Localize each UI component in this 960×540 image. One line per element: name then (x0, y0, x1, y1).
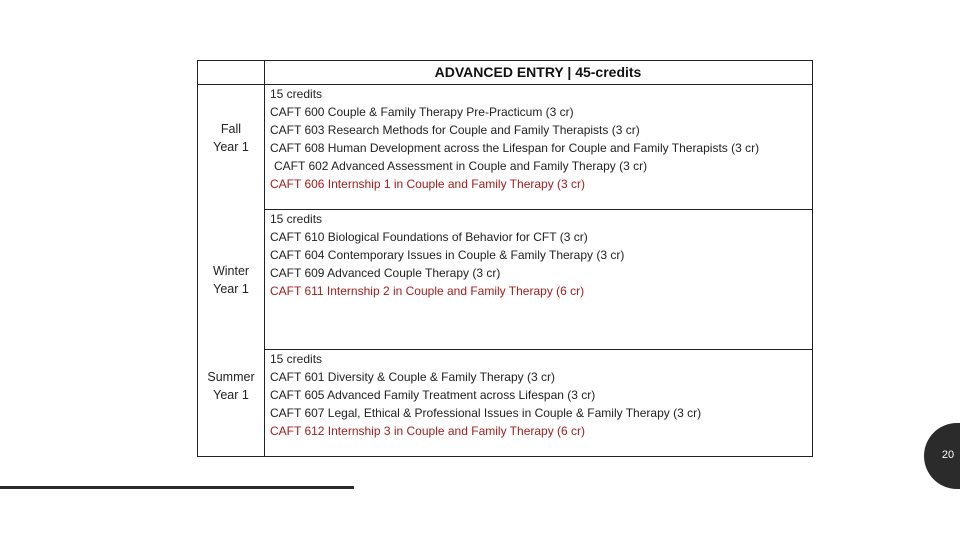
course-line: CAFT 608 Human Development across the Lifespan for Couple and Family Therapists (3 cr) (270, 141, 760, 155)
internship-line: CAFT 611 Internship 2 in Couple and Family Therapy (6 cr) (270, 284, 585, 298)
credits-line: 15 credits (270, 212, 323, 226)
table-header: ADVANCED ENTRY | 45-credits (434, 64, 642, 80)
decorative-underline (0, 486, 354, 489)
course-line: CAFT 605 Advanced Family Treatment across Lifespan (3 cr) (270, 388, 596, 402)
course-line: CAFT 601 Diversity & Couple & Family Therapy (3 cr) (270, 370, 555, 384)
course-line: CAFT 603 Research Methods for Couple and Family Therapists (3 cr) (270, 123, 640, 137)
term-year: Year 1 (213, 140, 249, 154)
course-line: CAFT 607 Legal, Ethical & Professional Issues in Couple & Family Therapy (3 cr) (270, 406, 702, 420)
term-label-summer (198, 368, 264, 404)
term-name: Fall (220, 122, 242, 136)
course-line: CAFT 600 Couple & Family Therapy Pre-Practicum (3 cr) (270, 105, 574, 119)
internship-line: CAFT 612 Internship 3 in Couple and Family Therapy (6 cr) (270, 424, 586, 438)
term-name: Winter (212, 264, 250, 278)
credits-line: 15 credits (270, 352, 323, 366)
page-number: 20 (941, 449, 955, 461)
course-line: CAFT 604 Contemporary Issues in Couple & Family Therapy (3 cr) (270, 248, 625, 262)
term-year: Year 1 (213, 388, 249, 402)
column-divider (264, 61, 265, 456)
course-line: CAFT 609 Advanced Couple Therapy (3 cr) (270, 266, 501, 280)
term-label-winter (198, 262, 264, 298)
course-line: CAFT 602 Advanced Assessment in Couple and Family Therapy (3 cr) (274, 159, 648, 173)
course-list-summer (270, 350, 808, 440)
course-line: CAFT 610 Biological Foundations of Behavior for CFT (3 cr) (270, 230, 588, 244)
course-list-fall (270, 85, 808, 193)
term-year: Year 1 (213, 282, 249, 296)
credits-line: 15 credits (270, 87, 323, 101)
term-label-fall (198, 120, 264, 156)
schedule-table (197, 60, 813, 457)
term-name: Summer (207, 370, 255, 384)
course-list-winter (270, 210, 808, 300)
internship-line: CAFT 606 Internship 1 in Couple and Family Therapy (3 cr) (270, 177, 586, 191)
